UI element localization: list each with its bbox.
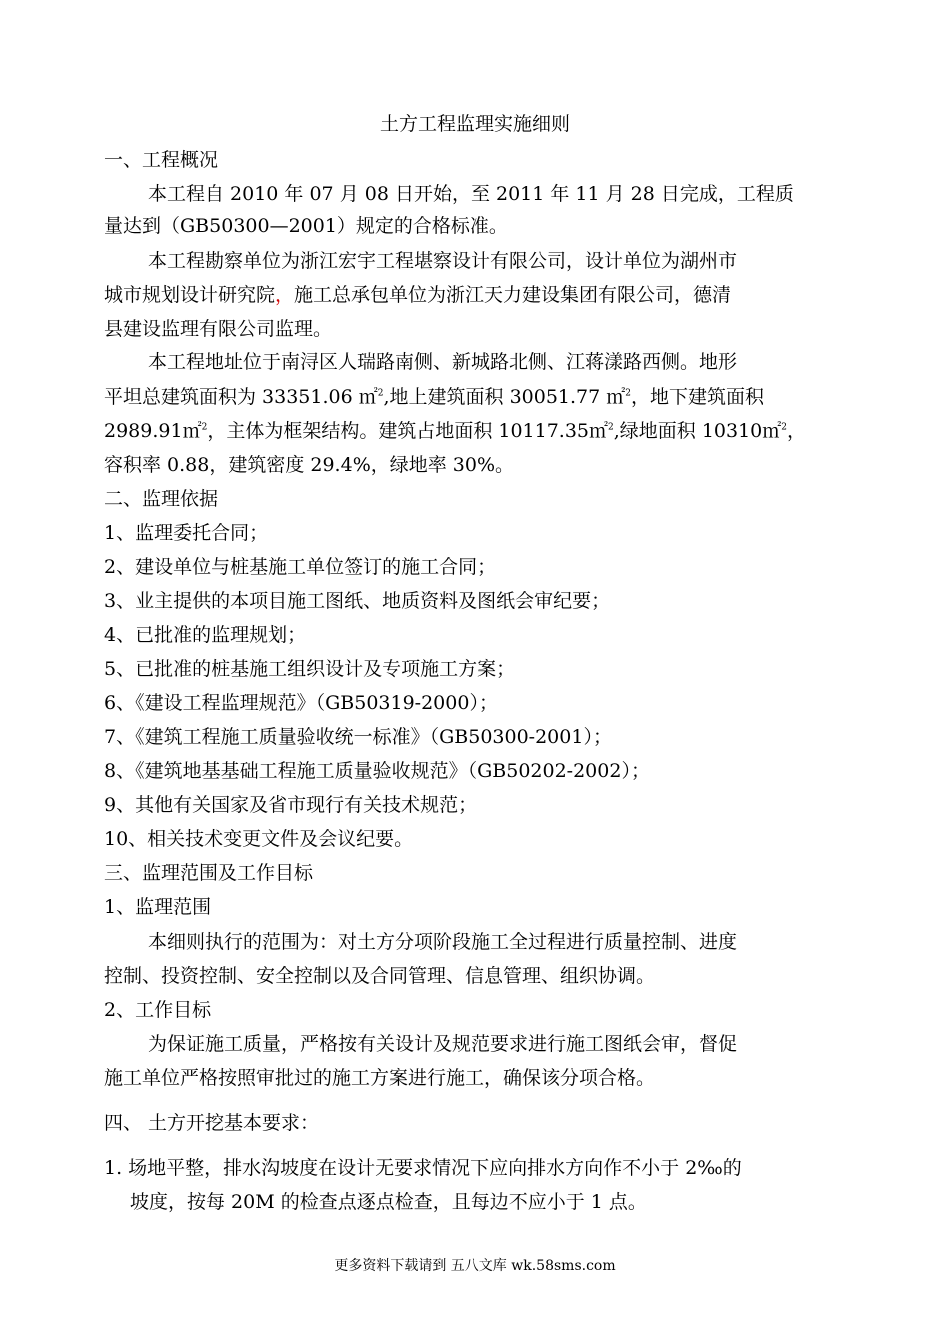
superscript-2: 2 [201,422,208,433]
goal-subheading: 2、工作目标 [104,999,212,1021]
basis-item: 8、《建筑地基基础工程施工质量验收规范》（GB50202-2002）； [104,760,650,782]
footer-download-note: 更多资料下载请到 五八文库 wk.58sms.com [334,1258,616,1274]
basis-item: 2、建设单位与桩基施工单位签订的施工合同； [104,556,497,578]
section-heading-basis: 二、监理依据 [104,488,219,510]
underground-area-label: ，地下建筑面积 [631,386,765,408]
overview-p3-line2 [104,384,764,410]
basis-item: 10、相关技术变更文件及会议纪要。 [104,828,414,850]
superscript-2: 2 [625,388,631,399]
excavation-item1-line1: 1. 场地平整，排水沟坡度在设计无要求情况下应向排水方向作不小于 2‰的 [104,1157,742,1179]
overview-p2-line3: 县建设监理有限公司监理。 [104,318,333,340]
overview-p1-line1: 本工程自 2010 年 07 月 08 日开始，至 2011 年 11 月 28 日完成，工程质 [148,183,794,205]
basis-item: 1、监理委托合同； [104,522,269,544]
contractor-text: 施工总承包单位为浙江天力建设集团有限公司，德清 [294,284,732,306]
section-heading-excavation: 四、 土方开挖基本要求： [104,1112,320,1134]
overview-p3-line1: 本工程地址位于南浔区人瑞路南侧、新城路北侧、江蒋漾路西侧。地形 [148,351,738,373]
superscript-2: 2 [781,422,788,433]
basis-item: 4、已批准的监理规划； [104,624,307,646]
overview-p2-line2 [104,282,731,308]
goal-text-line1: 为保证施工质量，严格按有关设计及规范要求进行施工图纸会审，督促 [148,1033,738,1055]
document-title: 土方工程监理实施细则 [379,113,570,135]
design-institute-text: 城市规划设计研究院 [104,284,276,306]
basis-item: 9、其他有关国家及省市现行有关技术规范； [104,794,478,816]
overview-p3-line3 [104,418,806,444]
excavation-item1-line2: 坡度，按每 20M 的检查点逐点检查，且每边不应小于 1 点。 [130,1191,647,1213]
basis-item: 7、《建筑工程施工质量验收统一标准》（GB50300-2001）； [104,726,612,748]
red-comma: ， [275,284,295,306]
overview-p2-line1: 本工程勘察单位为浙江宏宇工程堪察设计有限公司，设计单位为湖州市 [148,250,738,272]
comma: ， [787,420,807,442]
superscript-2: 2 [377,388,384,399]
overview-p1-line2: 量达到（GB50300—2001）规定的合格标准。 [104,215,508,237]
basis-item: 6、《建设工程监理规范》（GB50319-2000）； [104,692,498,714]
goal-text-line2: 施工单位严格按照审批过的施工方案进行施工，确保该分项合格。 [104,1067,656,1089]
superscript-2: 2 [608,422,614,433]
green-area-text: ,绿地面积 10310㎡ [613,420,782,442]
underground-area-text: 2989.91㎡ [104,420,202,442]
overview-p3-line4: 容积率 0.88，建筑密度 29.4%，绿地率 30%。 [104,454,515,476]
scope-text-line1: 本细则执行的范围为：对土方分项阶段施工全过程进行质量控制、进度 [148,931,738,953]
basis-item: 5、已批准的桩基施工组织设计及专项施工方案； [104,658,516,680]
basis-item: 3、业主提供的本项目施工图纸、地质资料及图纸会审纪要； [104,590,611,612]
section-heading-scope: 三、监理范围及工作目标 [104,862,314,884]
total-area-text: 平坦总建筑面积为 33351.06 ㎡ [104,386,378,408]
section-heading-overview: 一、工程概况 [104,149,219,171]
footprint-area-text: ，主体为框架结构。建筑占地面积 10117.35㎡ [207,420,609,442]
scope-text-line2: 控制、投资控制、安全控制以及合同管理、信息管理、组织协调。 [104,965,656,987]
above-ground-area-text: ,地上建筑面积 30051.77 ㎡ [383,386,626,408]
scope-subheading: 1、监理范围 [104,896,212,918]
